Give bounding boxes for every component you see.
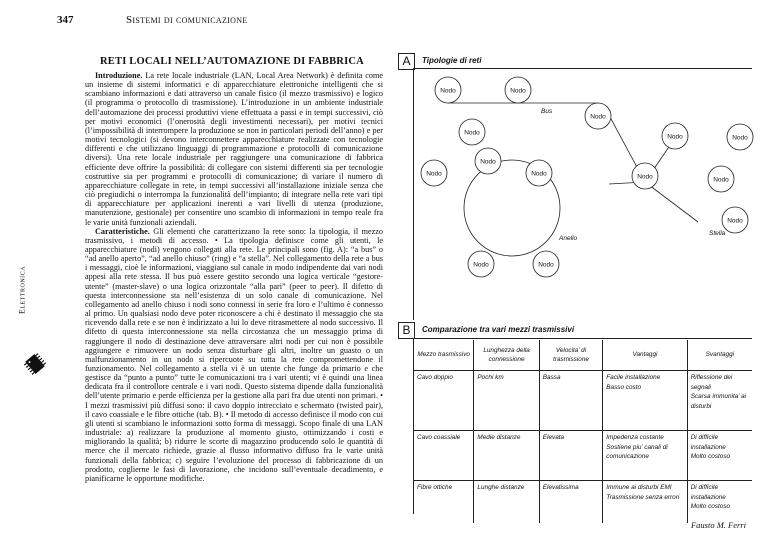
cell-lunghezza: Medie distanze: [474, 431, 539, 481]
node-star-center: [632, 163, 658, 189]
topology-diagram: [413, 68, 758, 323]
introduction-lead: Introduzione.: [95, 71, 143, 80]
figure-b-title: Comparazione tra vari mezzi trasmissivi: [422, 325, 575, 334]
node-label: Nodo: [637, 173, 653, 181]
table-row: [414, 481, 752, 523]
node-star-top-left: [662, 123, 688, 149]
bus-label: Bus: [541, 108, 553, 115]
characteristics-text: Gli elementi che caratterizzano la rete sono: la tipologia, il mezzo trasmissivo, i metodi di accesso. • La tipologia definisce come gli utenti, le apparecchiature (nodi) vengono collegati alla rete. Le principali sono (fig. A): “a bus” o “ad anello aperto”, “ad anello chiuso” (ring) e “a stella”. Nel collegamento della rete a bus i messaggi, cioè le informazioni, viaggiano sul canale in modo indipendente dai vari nodi appesi alla rete stessa. Il bus può essere gestito secondo una logica verticale “gestore-utente” (master-slave) o una logica orizzontale “alla pari” (peer to peer). Il difetto di questa interconnessione sta nell’esistenza di un solo canale di comunicazione. Nel collegamento ad anello chiuso i nodi sono connessi in serie fra loro e l’ultimo è connesso al primo. Un qualsiasi nodo deve poter riconoscere a chi è destinato il messaggio che sta ricevendo dalla rete e se non è indirizzato a lui lo deve ritrasmettere al nodo successivo. Il difetto di questa interconnessione sta nella circostanza che un messaggio prima di raggiungere il nodo di destinazione deve attraversare altri nodi per cui non è possibile aggiungere e rimuovere un nodo senza disturbare gli altri, inoltre un guasto o un malfunzionamento in un nodo si ripercuote su tutta la rete compromettendone il funzionamento. Nel collegamento a stella vi è un utente che funge da primario e che gestisce da “punto a punto” tutte le comunicazioni tra i vari utenti; vi è quindi una linea dedicata fra il controllore centrale e i vari nodi. Questo sistema dipende dalla funzionalità dell’utente primario e perde efficienza per la gestione alla pari fra due utenti non primari. • I mezzi trasmissivi più diffusi sono: il cavo doppio intrecciato e schermato (twisted pair), il cavo coassiale e le fibre ottiche (tab. B). • Il metodo di accesso definisce il modo con cui gli utenti si scambiano le informazioni sotto forma di messaggi. Scopo finale di una LAN industriale: a) realizzare la produzione al momento giusto, ottimizzando i costi e migliorando la qualità; b) ridurre le scorte di magazzino producendo solo le quantità di merce che il mercato richiede, grazie al flusso informativo diffuso fra le varie unità funzionali della fabbrica; c) seguire l’evoluzione del processo di fabbricazione di un prodotto, coglierne le fasi di lavorazione, che incidono sull’eventuale decadimento, e pianificarne le opportune modifiche.: [85, 226, 383, 483]
paragraph-characteristics: [85, 227, 383, 483]
chip-icon: [23, 352, 47, 376]
figure-a-title: Tipologie di reti: [422, 56, 482, 65]
chapter-title: Sistemi di comunicazione: [126, 14, 248, 26]
figure-b-rule: [413, 338, 752, 339]
cell-lunghezza: Lunghe distanze: [474, 481, 539, 523]
node-bus-3: [585, 103, 611, 129]
header-vantaggi: Vantaggi: [603, 340, 687, 371]
node-label: Nodo: [531, 170, 547, 178]
figure-b-label: B: [398, 322, 415, 339]
node-label: Nodo: [510, 87, 526, 95]
header-lunghezza: Lunghezza della connessione: [474, 340, 539, 371]
cell-vantaggi: Facile installazione Basso costo: [603, 371, 687, 431]
node-label: Nodo: [464, 129, 480, 137]
node-label: Nodo: [732, 134, 748, 142]
cell-mezzo: Cavo coassiale: [414, 431, 474, 481]
node-bus-1: [435, 77, 461, 103]
sidebar-label-text: Elettronica: [17, 265, 27, 315]
ring-label: Anello: [559, 235, 578, 242]
table-header-row: [414, 340, 752, 371]
header-mezzo: Mezzo trasmissivo: [414, 340, 474, 371]
node-label: Nodo: [538, 261, 554, 269]
node-label: Nodo: [480, 158, 496, 166]
cell-vantaggi: Impedenza costante Sostiene piu’ canali di comunicazione: [603, 431, 687, 481]
cell-mezzo: Cavo doppio: [414, 371, 474, 431]
node-star-top-right: [727, 124, 753, 150]
node-label: Nodo: [713, 176, 729, 184]
comparison-table: [414, 340, 752, 523]
cell-svantaggi: Di difficile installazione Molto costoso: [687, 431, 752, 481]
characteristics-lead: Caratteristiche.: [95, 226, 150, 236]
star-label: Stella: [709, 230, 726, 237]
cell-svantaggi: Di difficile installazione Molto costoso: [687, 481, 752, 523]
author-signature: Fausto M. Ferri: [690, 520, 746, 530]
cell-velocita: Elevatissima: [539, 481, 602, 523]
figure-a-label: A: [398, 53, 415, 70]
page-number: 347: [57, 14, 74, 26]
paragraph-introduction: [85, 71, 383, 227]
node-ring-right: [526, 160, 552, 186]
node-label: Nodo: [727, 217, 743, 225]
node-bus-2: [505, 77, 531, 103]
node-star-mid: [708, 166, 734, 192]
sidebar-label: [14, 250, 30, 330]
article-title: RETI LOCALI NELL’AUTOMAZIONE DI FABBRICA: [100, 56, 364, 67]
node-label: Nodo: [473, 261, 489, 269]
table-row: [414, 371, 752, 431]
cell-mezzo: Fibre ottiche: [417, 484, 453, 491]
node-ring-top: [459, 119, 485, 145]
node-label: Nodo: [667, 133, 683, 141]
cell-vantaggi: Immune ai disturbi EMI Trasmissione senza errori: [603, 481, 687, 523]
node-ring-outer-left: [421, 160, 447, 186]
cell-lunghezza: Pochi km: [474, 371, 539, 431]
cell-svantaggi: Riflessione dei segnali Scarsa immunita’ ai disturbi: [687, 371, 752, 431]
node-label: Nodo: [590, 113, 606, 121]
node-ring-left: [475, 148, 501, 174]
cell-velocita: Bassa: [539, 371, 602, 431]
introduction-text: La rete locale industriale (LAN, Local Area Network) è definita come un insieme di sistemi informatici e di apparecchiature elettroniche intelligenti che si scambiano informazioni e dati attraverso un canale fisico (il mezzo trasmissivo) e logico (il programma o protocollo di trasmissione). L’introduzione in un ambiente industriale dell’automazione dei processi produttivi viene effettuata a passi e in tempi successivi, ciò per motivi economici (l’onerosità degli investimenti necessari), per motivi tecnici (l’impossibilità di interrompere la produzione se non in particolari periodi dell’anno) e per motivi tecnologici (si devono interconnettere apparecchiature realizzate con tecnologie differenti e che utilizzano linguaggi di programmazione e protocolli di comunicazione diversi). Una rete locale industriale per raggiungere una comunicazione di fabbrica efficiente deve offrire la possibilità: di collegare con sistemi differenti sia per tecnologie costruttive sia per programmi e protocolli di comunicazione; di variare il numero di apparecchiature collegate in rete, in tempi successivi all’installazione iniziale senza che ciò pregiudichi o interrompa la funzionalità dell’impianto; di integrare nella rete vari tipi di apparecchiature per applicazioni inerenti a vari livelli di utenza (produzione, manutenzione, gestionale) per consentire uno scambio di informazioni in tempo reale fra le varie unità funzionali aziendali.: [85, 71, 384, 227]
node-ring-bottom-left: [468, 251, 494, 277]
header-svantaggi: Svantaggi: [687, 340, 752, 371]
article-body: [85, 71, 383, 483]
header-velocita: Velocita’ di trasmissione: [539, 340, 602, 371]
table-row: [414, 431, 752, 481]
node-ring-bottom-right: [533, 251, 559, 277]
cell-velocita: Elevata: [539, 431, 602, 481]
node-label: Nodo: [426, 170, 442, 178]
node-star-bottom: [722, 207, 748, 233]
node-label: Nodo: [440, 87, 456, 95]
